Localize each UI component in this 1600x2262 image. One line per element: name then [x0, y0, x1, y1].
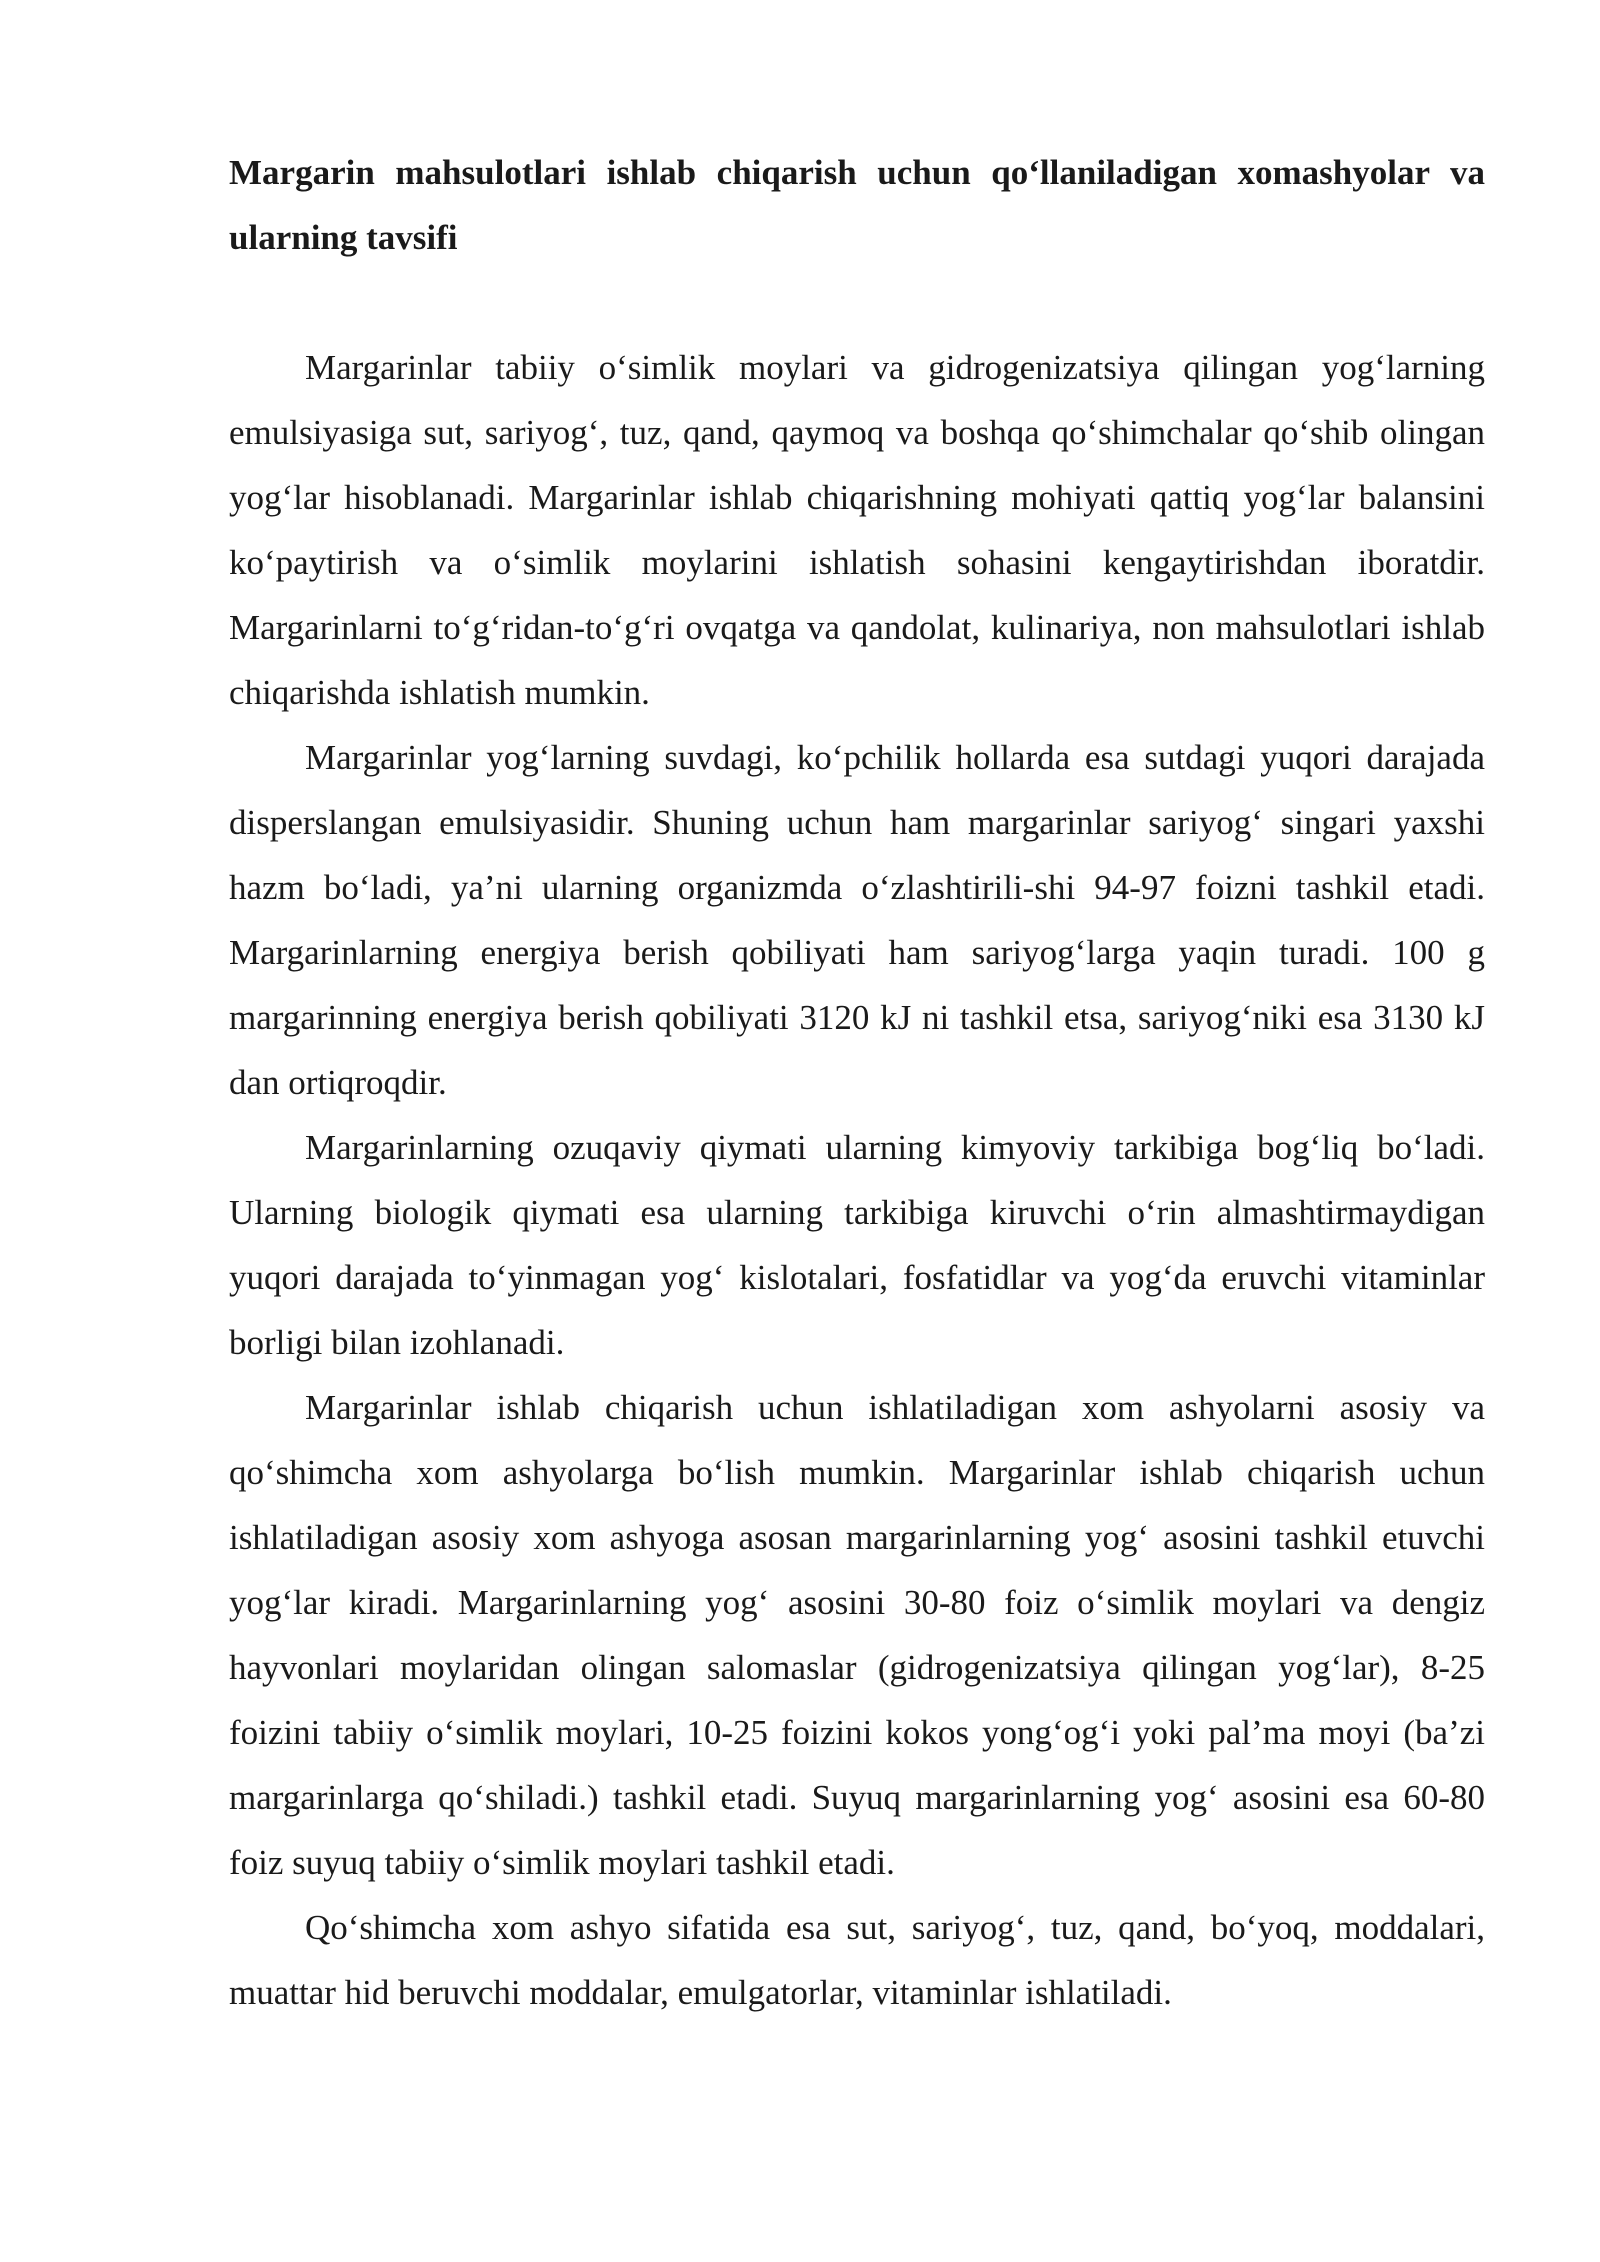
paragraph: Margarinlar ishlab chiqarish uchun ishlatiladigan xom ashyolarni asosiy va qo‘shimcha xom ashyolarga bo‘lish mumkin. Margarinlar ishlab chiqarish uchun ishlatiladigan asosiy xom ashyoga asosan margarinlarning yog‘ asosini tashkil etuvchi yog‘lar kiradi. Margarinlarning yog‘ asosini 30-80 foiz o‘simlik moylari va dengiz hayvonlari moylaridan olingan salomaslar (gidrogenizatsiya qilingan yog‘lar), 8-25 foizini tabiiy o‘simlik moylari, 10-25 foizini kokos yong‘og‘i yoki pal’ma moyi (ba’zi margarinlarga qo‘shiladi.) tashkil etadi. Suyuq margarinlarning yog‘ asosini esa 60-80 foiz suyuq tabiiy o‘simlik moylari tashkil etadi.: [229, 1388, 1485, 1882]
paragraph: Margarinlar tabiiy o‘simlik moylari va gidrogenizatsiya qilingan yog‘larning emulsiyasiga sut, sariyog‘, tuz, qand, qaymoq va boshqa qo‘shimchalar qo‘shib olingan yog‘lar hisoblanadi. Margarinlar ishlab chiqarishning mohiyati qattiq yog‘lar balansini ko‘paytirish va o‘simlik moylarini ishlatish sohasini kengaytirishdan iboratdir. Margarinlarni to‘g‘ridan-to‘g‘ri ovqatga va qandolat, kulinariya, non mahsulotlari ishlab chiqarishda ishlatish mumkin.: [229, 348, 1485, 712]
paragraph: Margarinlar yog‘larning suvdagi, ko‘pchilik hollarda esa sutdagi yuqori darajada disperslangan emulsiyasidir. Shuning uchun ham margarinlar sariyog‘ singari yaxshi hazm bo‘ladi, ya’ni ularning organizmda o‘zlashtirili-shi 94-97 foizni tashkil etadi. Margarinlarning energiya berish qobiliyati ham sariyog‘larga yaqin turadi. 100 g margarinning energiya berish qobiliyati 3120 kJ ni tashkil etsa, sariyog‘niki esa 3130 kJ dan ortiqroqdir.: [229, 738, 1485, 1102]
paragraph: Margarinlarning ozuqaviy qiymati ularning kimyoviy tarkibiga bog‘liq bo‘ladi. Ularning biologik qiymati esa ularning tarkibiga kiruvchi o‘rin almashtirmaydigan yuqori darajada to‘yinmagan yog‘ kislotalari, fosfatidlar va yog‘da eruvchi vitaminlar borligi bilan izohlanadi.: [229, 1128, 1485, 1362]
document-content: [229, 140, 1485, 2025]
paragraph: Qo‘shimcha xom ashyo sifatida esa sut, sariyog‘, tuz, qand, bo‘yoq, moddalari, muattar hid beruvchi moddalar, emulgatorlar, vitaminlar ishlatiladi.: [229, 1908, 1485, 2012]
document-title: Margarin mahsulotlari ishlab chiqarish uchun qo‘llaniladigan xomashyolar va ularning tavsifi: [229, 153, 1485, 257]
document-body: [229, 335, 1485, 2025]
